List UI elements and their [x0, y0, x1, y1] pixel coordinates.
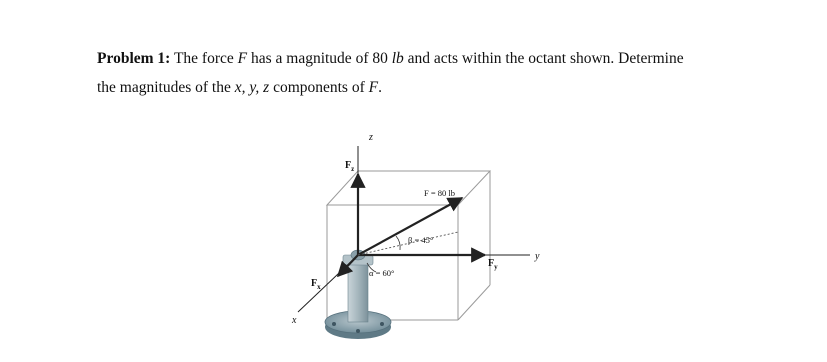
- problem-label: Problem 1:: [97, 50, 171, 67]
- base-bolt-front: [356, 329, 360, 333]
- post-shaft: [348, 262, 368, 322]
- problem-var-F: F: [237, 50, 248, 67]
- problem-text-2: has a magnitude of 80: [250, 50, 388, 67]
- beta-angle-label: β = 45°: [408, 235, 434, 245]
- figure-labels: [291, 132, 540, 326]
- fz-label: $F_z$: [345, 160, 355, 173]
- problem-var-F2: F: [368, 79, 379, 96]
- beta-arc: [396, 236, 400, 250]
- axis-y-label: y: [535, 251, 540, 262]
- axis-z-label: z: [369, 132, 373, 143]
- base-bolt-right: [380, 322, 384, 326]
- axis-x-label: x: [292, 315, 297, 326]
- problem-text-1: The force: [173, 50, 234, 67]
- problem-vars-xyz: x, y, z: [234, 79, 270, 96]
- problem-period: .: [378, 79, 382, 96]
- base-bolt-left: [332, 322, 336, 326]
- fx-label: $F_x$: [311, 278, 321, 291]
- problem-text-3: and acts within the octant shown. Determine: [407, 50, 684, 67]
- alpha-angle-label: α = 60°: [369, 268, 395, 278]
- force-F-arrow: [358, 198, 462, 255]
- box-edge-bottom-right: [458, 285, 490, 320]
- fy-label: $F_y$: [488, 258, 498, 271]
- problem-text-4: the magnitudes of the: [97, 79, 231, 96]
- force-magnitude-label: F = 80 lb: [424, 188, 456, 198]
- box-top-face: [327, 171, 490, 205]
- problem-text-5: components of: [273, 79, 365, 96]
- problem-unit-lb: lb: [391, 50, 404, 67]
